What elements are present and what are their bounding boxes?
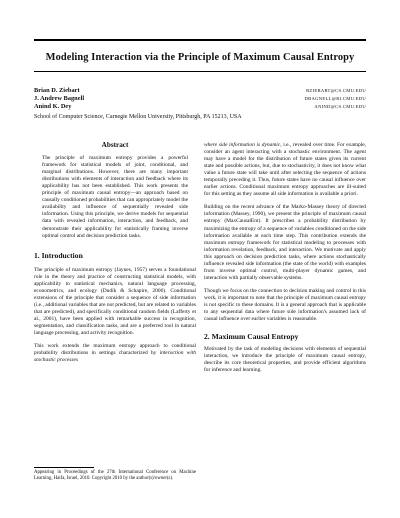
author-name: Anind K. Dey bbox=[34, 103, 72, 111]
paper-title: Modeling Interaction via the Principle of Maximum Causal Entropy bbox=[45, 52, 355, 63]
footnote: Appearing in Proceedings of the 27th International Conference on Machine Learning, Haifa, Israel, 2010. Copyright 2010 by the author(s)/owner(s). bbox=[34, 470, 196, 481]
author-name: Brian D. Ziebart bbox=[34, 87, 80, 94]
footnote-rule bbox=[34, 467, 94, 468]
author-email: BZIEBART@CS.CMU.EDU bbox=[306, 88, 366, 93]
intro-p2-text: This work extends the maximum entropy approach to conditional probability distributions in settings characterized by bbox=[34, 343, 196, 357]
right-paragraph-2: Building on the recent advance of the Marko-Massey theory of directed information (Massey, 1990), we present the principle of maximum causal entropy (MaxCausalEnt). It prescribes a probability distribution by maximizing the entropy of a sequence of variables conditioned on the side information available at each time step. This contribution extends the maximum entropy framework for statistical modeling to processes with information revelation, feedback, and interaction. We motivate and apply this approach on decision prediction tasks, where actions stochastically influence revealed side information (the state of the world) with examples from inverse optimal control, multi-player dynamic games, and interaction with partially observable systems. bbox=[204, 204, 366, 281]
abstract-heading: Abstract bbox=[101, 141, 129, 149]
author-email: ANIND@CS.CMU.EDU bbox=[314, 104, 366, 110]
email-list bbox=[305, 87, 366, 112]
intro-p2-emphasis: interaction with stochastic processes bbox=[34, 350, 196, 364]
right-paragraph-4: Motivated by the task of modeling decisions with elements of sequential interaction, we introduce the principle of maximum causal entropy, describe its core theoretical properties, and provide efficient algorithms for inference and learning. bbox=[204, 346, 366, 374]
right-p1-emphasis: where side information is dynamic bbox=[204, 142, 281, 148]
author-list bbox=[34, 87, 84, 112]
affiliation: School of Computer Science, Carnegie Mellon University, Pittsburgh, PA 15213, USA bbox=[34, 114, 242, 120]
right-paragraph-3: Though we focus on the connection to decision making and control in this work, it is important to note that the principle of maximum causal entropy is not specific to these domains. It is a general approach that is applicable to any sequential data where future side information's assumed lack of causal influence over earlier variables is reasonable. bbox=[204, 287, 366, 323]
title-top-rule bbox=[34, 39, 366, 41]
right-column bbox=[204, 142, 366, 374]
intro-paragraph-1: The principle of maximum entropy (Jaynes, 1957) serves a foundational role in the theory and practice of constructing statistical models, with applicability to statistical mechanics, natural language processing, econometrics, and ecology (Dudík & Schapire, 2006). Conditional extensions of the principle that consider a sequence of side information (i.e., additional variables that are not predicted, but are related to variables that are predicted), and specifically conditional random fields (Lafferty et al., 2001), have been applied with remarkable success in recognition, segmentation, and classification tasks, and are a preferred tool in natural language processing, and activity recognition. bbox=[34, 266, 196, 337]
right-paragraph-1 bbox=[204, 142, 366, 198]
intro-paragraph-2 bbox=[34, 343, 196, 364]
section-heading-maximum-causal-entropy: 2. Maximum Causal Entropy bbox=[204, 332, 299, 342]
right-p1-text: , i.e., revealed over time. For example, consider an agent interacting with a stochastic environment. The agent may have a model for the distribution of future states given its current state and possible actions, but, due to stochasticity, it does not know what value a future state will take until after selecting the sequence of actions temporally preceding it. Thus, future states have no causal influence over earlier actions. Conditional maximum entropy approaches are ill-suited for this setting as they assume all side information is available a priori. bbox=[204, 142, 366, 198]
author-name: J. Andrew Bagnell bbox=[34, 95, 85, 103]
abstract-text: The principle of maximum entropy provides a powerful framework for statistical models of joint, conditional, and marginal distributions. However, there are many important distributions with elements of interaction and feedback where its applicability has not been established. This work presents the principle of maximum causal entropy—an approach based on causally conditioned probabilities that can appropriately model the availability and influence of sequentially revealed side information. Using this principle, we derive models for sequential data with revealed information, interaction, and feedback, and demonstrate their applicability for statistically framing inverse optimal control and decision prediction tasks. bbox=[42, 155, 188, 239]
author-email: DBAGNELL@RI.CMU.EDU bbox=[304, 96, 366, 102]
left-column bbox=[34, 142, 196, 364]
section-heading-introduction: 1. Introduction bbox=[34, 250, 83, 260]
title-bottom-rule bbox=[34, 71, 366, 72]
